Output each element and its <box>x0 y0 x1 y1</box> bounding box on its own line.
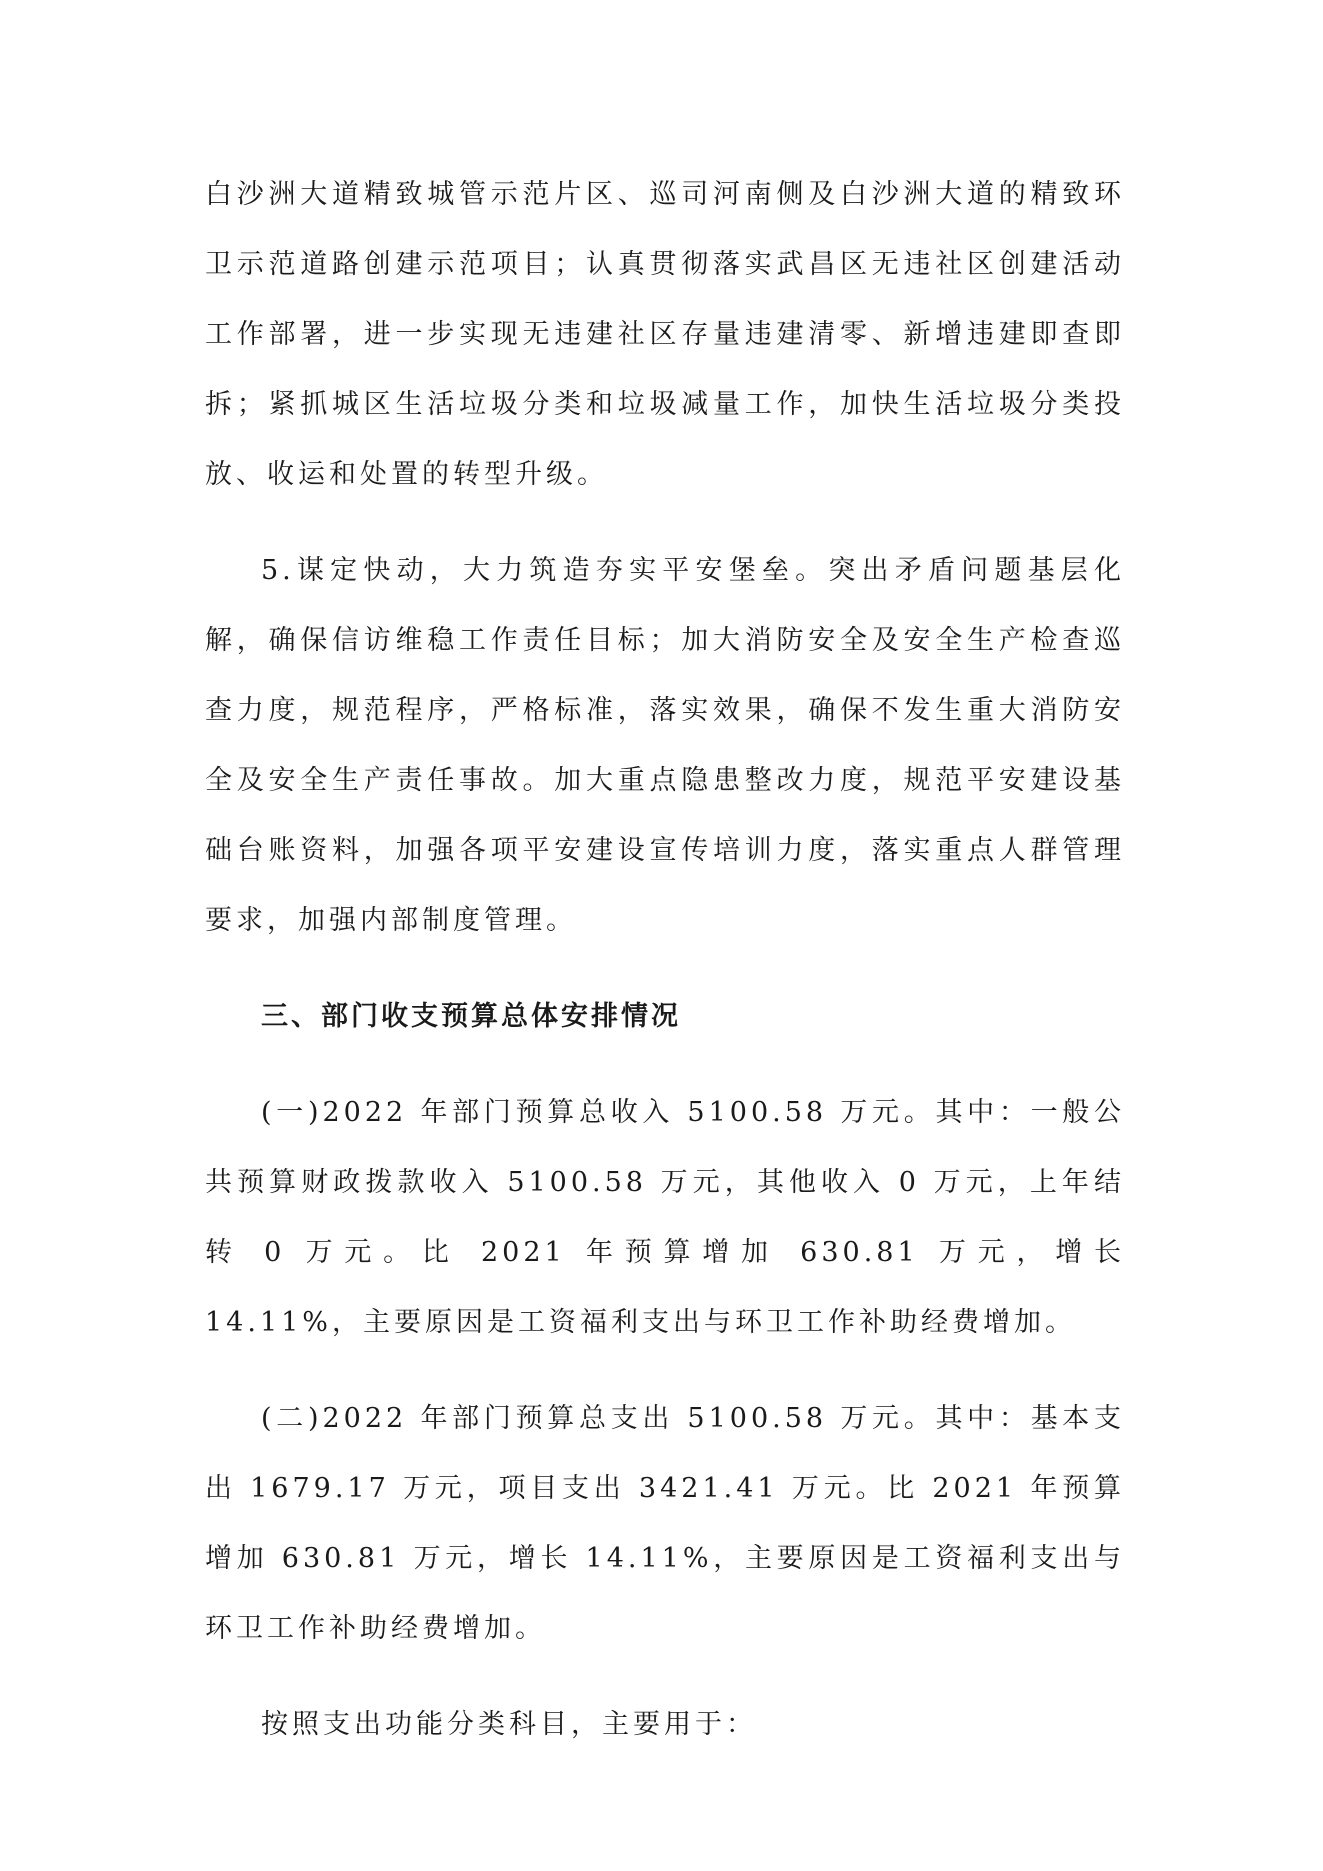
paragraph-urban-management: 白沙洲大道精致城管示范片区、巡司河南侧及白沙洲大道的精致环卫示范道路创建示范项目；认真贯彻落实武昌区无违社区创建活动工作部署，进一步实现无违建社区存量违建清零、新增违建即查即拆；紧抓城区生活垃圾分类和垃圾减量工作，加快生活垃圾分类投放、收运和处置的转型升级。 <box>205 179 1125 490</box>
paragraph-gap <box>205 1664 1125 1690</box>
paragraph-gap <box>205 510 1125 536</box>
paragraph-functional-classification: 按照支出功能分类科目，主要用于： <box>261 1709 757 1740</box>
paragraph-gap <box>205 1358 1125 1384</box>
paragraph-gap <box>205 956 1125 982</box>
section-heading-budget-overview: 三、部门收支预算总体安排情况 <box>261 1001 681 1032</box>
document-body <box>205 160 1125 1760</box>
paragraph-total-expenditure: (二)2022 年部门预算总支出 5100.58 万元。其中：基本支出 1679.17 万元，项目支出 3421.41 万元。比 2021 年预算增加 630.81 万元，增长 14.11%，主要原因是工资福利支出与环卫工作补助经费增加。 <box>205 1403 1125 1644</box>
paragraph-safety: 5.谋定快动，大力筑造夯实平安堡垒。突出矛盾问题基层化解，确保信访维稳工作责任目标；加大消防安全及安全生产检查巡查力度，规范程序，严格标准，落实效果，确保不发生重大消防安全及安全生产责任事故。加大重点隐患整改力度，规范平安建设基础台账资料，加强各项平安建设宣传培训力度，落实重点人群管理要求，加强内部制度管理。 <box>205 555 1125 936</box>
paragraph-total-income: (一)2022 年部门预算总收入 5100.58 万元。其中：一般公共预算财政拨款收入 5100.58 万元，其他收入 0 万元，上年结转 0 万元。比 2021 年预算增加 630.81 万元，增长 14.11%，主要原因是工资福利支出与环卫工作补助经费增加。 <box>205 1097 1125 1338</box>
paragraph-gap <box>205 1052 1125 1078</box>
